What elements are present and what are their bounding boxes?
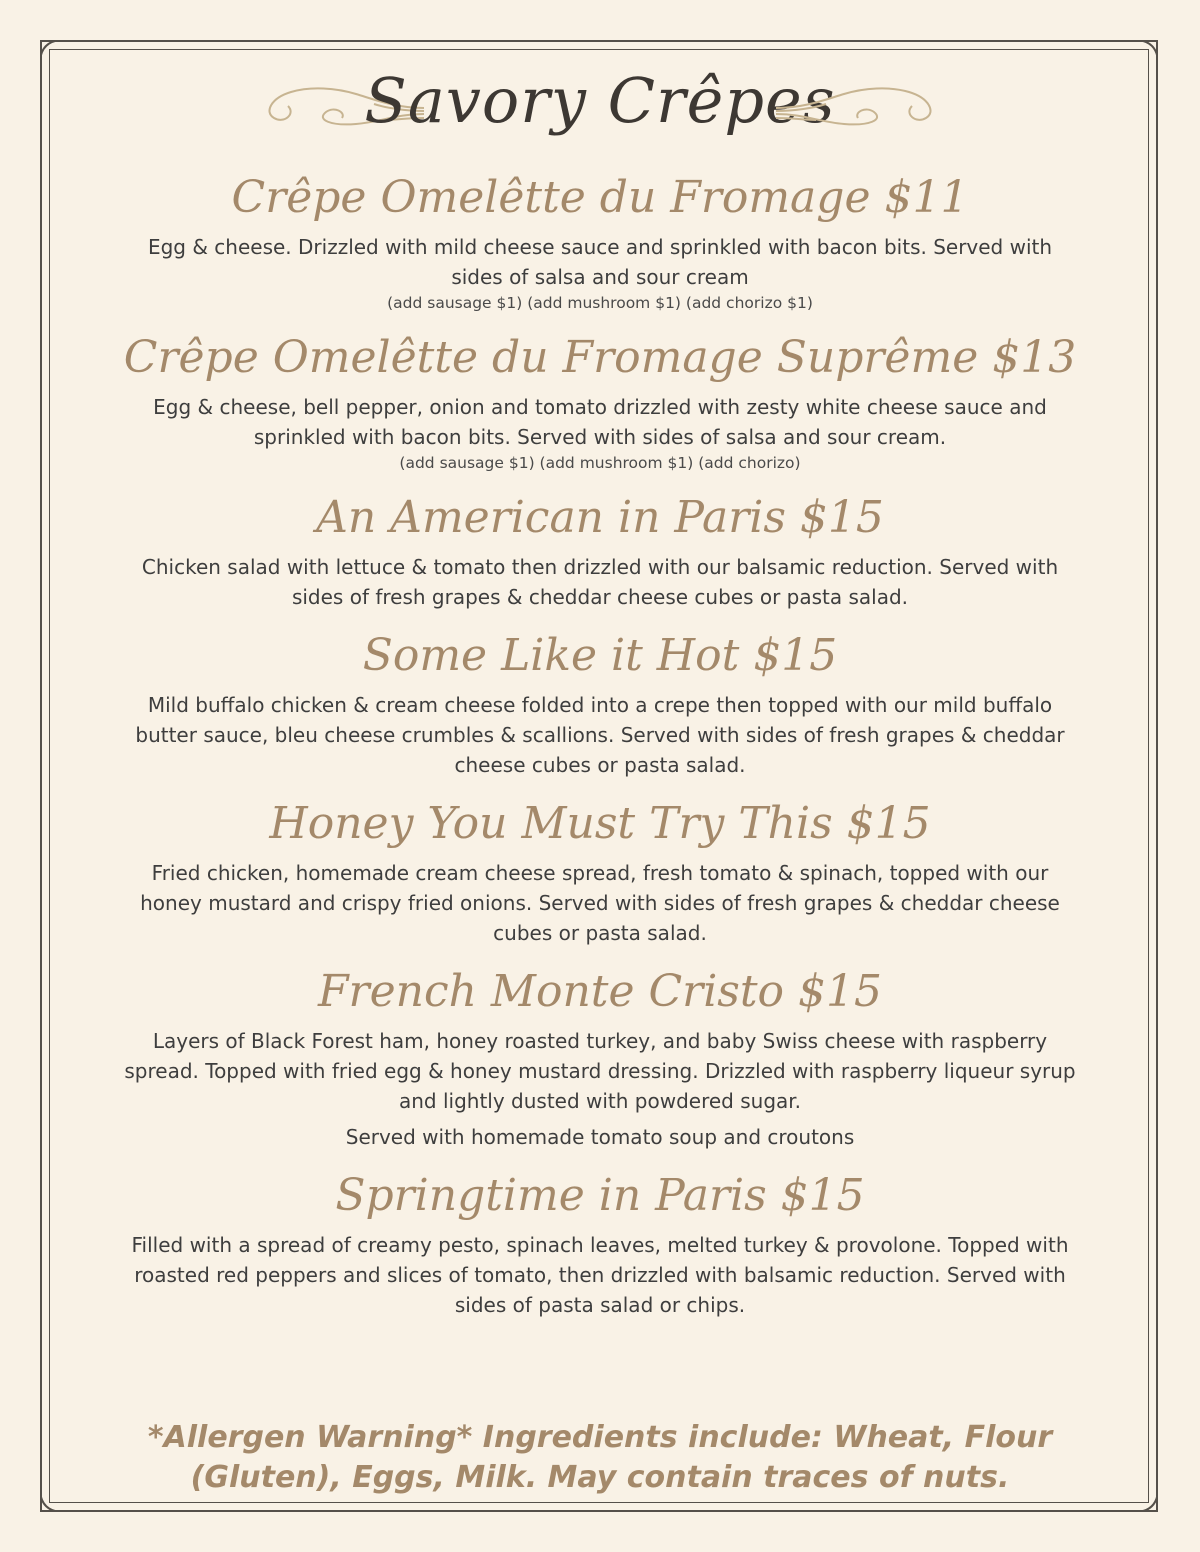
- allergen-warning: [70, 1418, 1130, 1498]
- menu-item-description: Layers of Black Forest ham, honey roasted turkey, and baby Swiss cheese with raspberry spread. Topped with fried egg & honey mustard dressing. Drizzled with raspberry liqueur syrup and lightly dusted with powdered sugar.: [124, 1029, 1076, 1113]
- menu-item-description: Egg & cheese. Drizzled with mild cheese sauce and sprinkled with bacon bits. Served with sides of salsa and sour cream: [147, 235, 1053, 289]
- menu-item-description: Mild buffalo chicken & cream cheese folded into a crepe then topped with our mild buffalo butter sauce, bleu cheese crumbles & scallions. Served with sides of fresh grapes & cheddar cheese cubes or pasta salad.: [135, 693, 1065, 777]
- menu-item: [70, 1166, 1130, 1320]
- menu-item: [70, 794, 1130, 948]
- menu-item-description: Chicken salad with lettuce & tomato then drizzled with our balsamic reduction. Served with sides of fresh grapes & cheddar cheese cubes or pasta salad.: [141, 555, 1059, 609]
- corner-ornament-icon: [40, 1490, 62, 1512]
- menu-item-addons: (add sausage $1) (add mushroom $1) (add chorizo): [399, 454, 801, 472]
- menu-item-title: Springtime in Paris $15: [335, 1170, 865, 1221]
- menu-item-title: Crêpe Omelêtte du Fromage $11: [231, 172, 969, 223]
- right-flourish-icon: [774, 78, 944, 136]
- menu-header: [70, 60, 1130, 168]
- menu-section-title: Savory Crêpes: [364, 64, 836, 137]
- menu-item: [70, 168, 1130, 314]
- menu-item-title: Some Like it Hot $15: [362, 630, 838, 681]
- allergen-warning-line: *Allergen Warning* Ingredients include: Wheat, Flour: [147, 1420, 1053, 1455]
- menu-item: [70, 328, 1130, 474]
- menu-item: [70, 626, 1130, 780]
- menu-item-note: Served with homemade tomato soup and croutons: [345, 1125, 855, 1149]
- menu-item: [70, 488, 1130, 612]
- menu-item-title: French Monte Cristo $15: [318, 966, 882, 1017]
- menu-item: [70, 962, 1130, 1152]
- menu-item-title: An American in Paris $15: [316, 492, 884, 543]
- menu-item-title: Honey You Must Try This $15: [269, 798, 931, 849]
- menu-item-description: Fried chicken, homemade cream cheese spread, fresh tomato & spinach, topped with our honey mustard and crispy fried onions. Served with sides of fresh grapes & cheddar cheese cubes or pasta salad.: [140, 861, 1060, 945]
- corner-ornament-icon: [40, 40, 62, 62]
- menu-item-description: Filled with a spread of creamy pesto, spinach leaves, melted turkey & provolone. Topped with roasted red peppers and slices of tomato, then drizzled with balsamic reduction. Served with sides of pasta salad or chips.: [131, 1233, 1069, 1317]
- menu-content: [70, 60, 1130, 1320]
- corner-ornament-icon: [1136, 40, 1158, 62]
- menu-item-addons: (add sausage $1) (add mushroom $1) (add chorizo $1): [387, 294, 813, 312]
- allergen-warning-line: (Gluten), Eggs, Milk. May contain traces of nuts.: [190, 1460, 1010, 1495]
- menu-item-description: Egg & cheese, bell pepper, onion and tomato drizzled with zesty white cheese sauce and sprinkled with bacon bits. Served with sides of salsa and sour cream.: [153, 395, 1047, 449]
- menu-item-title: Crêpe Omelêtte du Fromage Suprême $13: [123, 332, 1077, 383]
- corner-ornament-icon: [1136, 1490, 1158, 1512]
